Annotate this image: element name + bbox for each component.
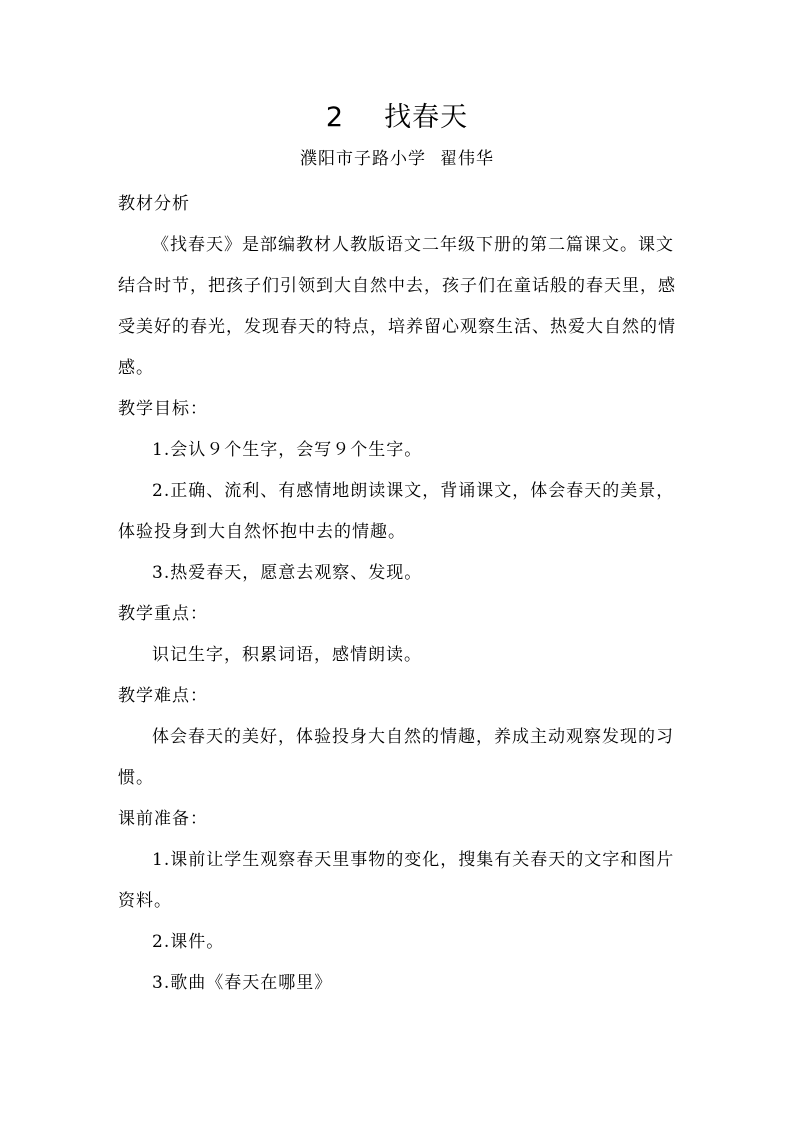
lesson-title xyxy=(0,98,794,138)
preparation-heading: 课前准备： xyxy=(118,809,208,829)
key-points-text: 识记生字，积累词语，感情朗读。 xyxy=(152,645,422,665)
analysis-heading: 教材分析 xyxy=(118,194,190,214)
goals-heading: 教学目标： xyxy=(118,399,208,419)
lesson-content xyxy=(118,184,680,1004)
goal-item-3: 3.热爱春天，愿意去观察、发现。 xyxy=(152,563,423,583)
preparation-item-2: 2.课件。 xyxy=(152,932,225,952)
difficulties-text: 体会春天的美好，体验投身大自然的情趣，养成主动观察发现的习惯。 xyxy=(118,727,674,788)
author-line xyxy=(0,146,794,172)
author-name: 翟伟华 xyxy=(440,149,494,169)
lesson-title-text: 找春天 xyxy=(384,102,469,133)
goal-item-1: 1.会认９个生字，会写９个生字。 xyxy=(152,440,423,460)
difficulties-heading: 教学难点： xyxy=(118,686,208,706)
goal-item-2: 2.正确、流利、有感情地朗读课文，背诵课文，体会春天的美景，体验投身到大自然怀抱中去的情趣。 xyxy=(118,481,675,542)
school-name: 濮阳市子路小学 xyxy=(300,149,426,169)
preparation-item-1: 1.课前让学生观察春天里事物的变化，搜集有关春天的文字和图片资料。 xyxy=(118,850,675,911)
lesson-number: 2 xyxy=(325,102,345,133)
analysis-text: 《找春天》是部编教材人教版语文二年级下册的第二篇课文。课文结合时节，把孩子们引领到大自然中去，孩子们在童话般的春天里，感受美好的春光，发现春天的特点，培养留心观察生活、热爱大自然的情感。 xyxy=(118,235,676,378)
key-points-heading: 教学重点： xyxy=(118,604,208,624)
preparation-item-3: 3.歌曲《春天在哪里》 xyxy=(152,973,333,993)
